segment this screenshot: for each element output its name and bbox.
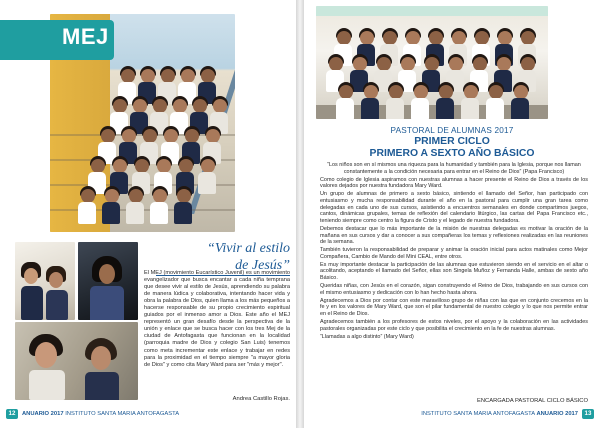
- article-signature: ENCARGADA PASTORAL CICLO BÁSICO: [476, 398, 588, 404]
- article-signature: Andrea Castillo Rojas.: [232, 396, 290, 402]
- article-paragraph: También tuvieron la responsabilidad de preparar y animar la oración inicial para actos matinales como Mejor Compañera, Cambio de Mando del Mini CEAL, entre otros.: [320, 247, 588, 260]
- mej-banner-label: MEJ: [62, 24, 109, 49]
- footer-yearbook-label: ANUARIO 2017: [22, 411, 64, 417]
- section-title-line-2: PRIMERO A SEXTO AÑO BÁSICO: [369, 147, 535, 159]
- mej-article-body: El MEJ (movimiento Eucarístico Juvenil) es un movimiento evangelizador que busca encantar a cada niña temprana que desee vivir al estilo de Jesús, aprendiendo su palabra de manera lúdica y colaborativa, intentando hacer vida y obra la palabra de Dios, quien llama a los más pequeños a hacerse responsable de su propio crecimiento espiritual guiados por el inmenso amor a Dios. Este año el MEJ representó un gran desafío desde la perspectiva de la unión y enlace que se busca hacer con los tres Mej de la ciudad de Antofagasta que funcionan en la localidad (parroquia madre de Dios y colegio San Luis) tenemos como meta incrementar este enlace y trabajar en redes para la proximidad en el tiempo siempre "a mayor gloria de Dios" y como cita Mary Ward para ser "más y mejor".: [144, 270, 290, 368]
- section-title: [304, 136, 600, 159]
- article-paragraph: Como colegio de Iglesia aspiramos con nuestras alumnas a hacer presente el Reino de Dios a través de los valores dejados por nuestra fundadora Mary Ward.: [320, 176, 588, 190]
- photo-girl-dark-background: [78, 242, 138, 320]
- article-paragraph: Un grupo de alumnas de primero a sexto básico, sintiendo el llamado del Señor, han participado con entusiasmo y mucha responsabilidad durante el año en la pastoral para cumplir una gran tarea como delegadas en cada uno de sus cursos, asistiendo a encuentros semanales en donde compartimos juegos, cantos, dinámicas grupales, temas de reflexión del calendario litúrgico, las cartas del Papa Francisco etc., teniendo siempre como centro la figura de Cristo y el legado de nuestra fundadora.: [320, 191, 588, 224]
- photo-selfie-peace-sign: [15, 322, 138, 400]
- quote-title-line-1: “Vivir al estilo: [207, 241, 290, 256]
- pastoral-article-body: [320, 162, 588, 341]
- article-paragraph: Es muy importante destacar la participación de las alumnas que estuvieron siendo en el servicio en el altar o acolitando, aceptando el llamado del Señor, ellas son Singela Muñoz y Fernanda Halle, ambas de sexto año Básico.: [320, 261, 588, 282]
- page-number-right: 13: [582, 409, 594, 419]
- left-page: [0, 0, 296, 428]
- footer-left: [22, 411, 179, 417]
- article-paragraph: Agradecemos también a los profesores de estos niveles, por el apoyo y la colaboración en las actividades pastorales organizadas por este ciclo y que posibilita el crecimiento en la fe de nuestras alumnas.: [320, 318, 588, 332]
- section-title-line-1: PRIMER CICLO: [414, 136, 490, 147]
- article-paragraph: Debemos destacar que lo más importante de la misión de nuestras delegadas es motivar la oración de la mañana en sus cursos y dar a conocer a sus compañeras los temas y reflexiones realizadas en las reuniones de la semana.: [320, 225, 588, 246]
- article-paragraph: Queridas niñas, con Jesús en el corazón, sigan construyendo el Reino de Dios, trabajando en sus cursos con el mismo entusiasmo y dedicación con lo han hecho hasta ahora.: [320, 283, 588, 296]
- footer-right: [421, 411, 578, 417]
- footer-school-name: INSTITUTO SANTA MARIA ANTOFAGASTA: [421, 411, 535, 417]
- quote-title-line-2: de Jesús”: [235, 258, 290, 273]
- article-epigraph: “Los niños son en sí mismos una riqueza para la humanidad y también para la Iglesia, porque nos llaman constantemente a la condición necesaria para entrar en el Reino de Dios” (Papa Francisco): [327, 162, 581, 175]
- footer-yearbook-label: ANUARIO 2017: [536, 411, 578, 417]
- page-gutter: [296, 0, 304, 428]
- right-page: [304, 0, 600, 428]
- page-number-left: 12: [6, 409, 18, 419]
- footer-school-name: INSTITUTO SANTA MARIA ANTOFAGASTA: [65, 411, 180, 417]
- section-kicker: PASTORAL DE ALUMNAS 2017: [390, 126, 514, 135]
- photo-girls-smiling: [15, 242, 75, 320]
- photo-wall-stripe: [316, 6, 548, 16]
- article-paragraph: Agradecemos a Dios por contar con este maravilloso grupo de niñas con las que en conjunto crecemos en la fe y en los valores de Mary Ward, que son el pilar fundamental de nuestro colegio y lo que nos permite entrar en el Reino de Dios.: [320, 297, 588, 318]
- article-closing-quote: “Llamadas a algo distinto” (Mary Ward): [320, 333, 414, 340]
- photo-pastoral-class-group: [316, 6, 548, 119]
